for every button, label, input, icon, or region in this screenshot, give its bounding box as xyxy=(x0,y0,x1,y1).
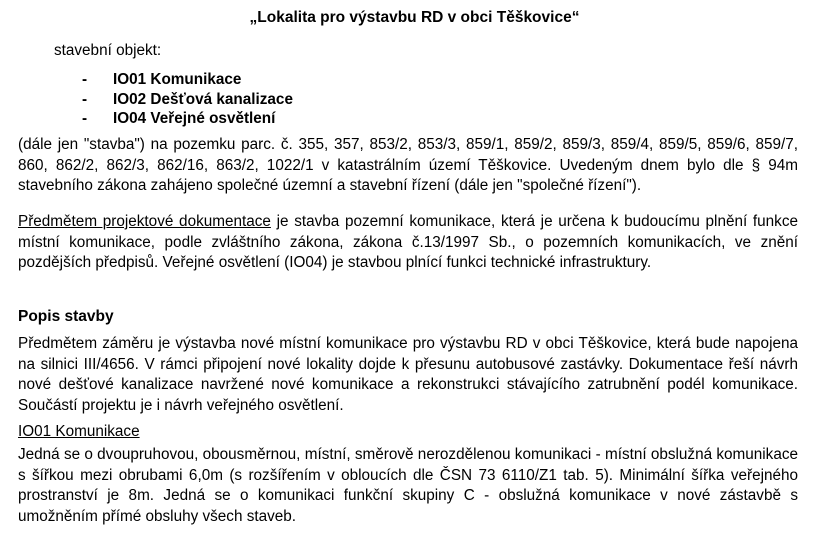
subsection-heading-io01: IO01 Komunikace xyxy=(18,423,140,440)
permit-paragraph: (dále jen "stavba") na pozemku parc. č. 355, 357, 853/2, 853/3, 859/1, 859/2, 859/3, 859/4, 859/5, 859/6, 859/7, 860, 862/2, 862/3, 862/16, 863/2, 1022/1 v katastrálním území Těškovice. Uvedeným dnem bylo dle § 94m stavebního zákona zahájeno společné územní a stavební řízení (dále jen "společné řízení"). xyxy=(18,136,798,194)
io01-paragraph: Jedná se o dvoupruhovou, obousměrnou, místní, směrově nerozdělenou komunikaci - místní obslužná komunikace s šířkou mezi obrubami 6,0m (s rozšířením v obloucích dle ČSN 73 6110/Z1 tab. 5). Minimální šířka veřejného prostranství je 8m. Jedná se o komunikaci funkční skupiny C - obslužná komunikace v nové zástavbě s umožněním přímé obsluhy všech staveb. xyxy=(18,446,798,525)
document-title: „Lokalita pro výstavbu RD v obci Těškovice“ xyxy=(249,9,580,26)
intro-label: stavební objekt: xyxy=(54,42,162,59)
list-dash: - xyxy=(82,110,88,127)
subject-paragraph xyxy=(18,212,798,274)
object-label-io04: IO04 Veřejné osvětlení xyxy=(113,110,276,127)
description-paragraph: Předmětem záměru je výstavba nové místní komunikace pro výstavbu RD v obci Těškovice, která bude napojena na silnici III/4656. V rámci připojení nové lokality dojde k přesunu autobusové zastávky. Dokumentace řeší návrh nové dešťové kanalizace navržené nové komunikace a rekonstrukci stávajícího zatrubnění podél komunikace. Součástí projektu je i návrh veřejného osvětlení. xyxy=(18,335,798,414)
object-label-io01: IO01 Komunikace xyxy=(113,71,242,88)
subject-underlined-phrase: Předmětem projektové dokumentace xyxy=(18,213,271,230)
list-dash: - xyxy=(82,71,88,88)
subject-paragraph-text: je stavba pozemní komunikace, která je určena k budoucímu plnění funkce místní komunikace, podle zvláštního zákona, zákona č.13/1997 Sb., o pozemních komunikacích, ve znění pozdějších předpisů. Veřejné osvětlení (IO04) je stavbou plnící funkci technické infrastruktury. xyxy=(18,213,798,271)
object-label-io02: IO02 Dešťová kanalizace xyxy=(113,90,293,108)
section-heading: Popis stavby xyxy=(18,308,114,325)
list-dash: - xyxy=(82,90,88,108)
